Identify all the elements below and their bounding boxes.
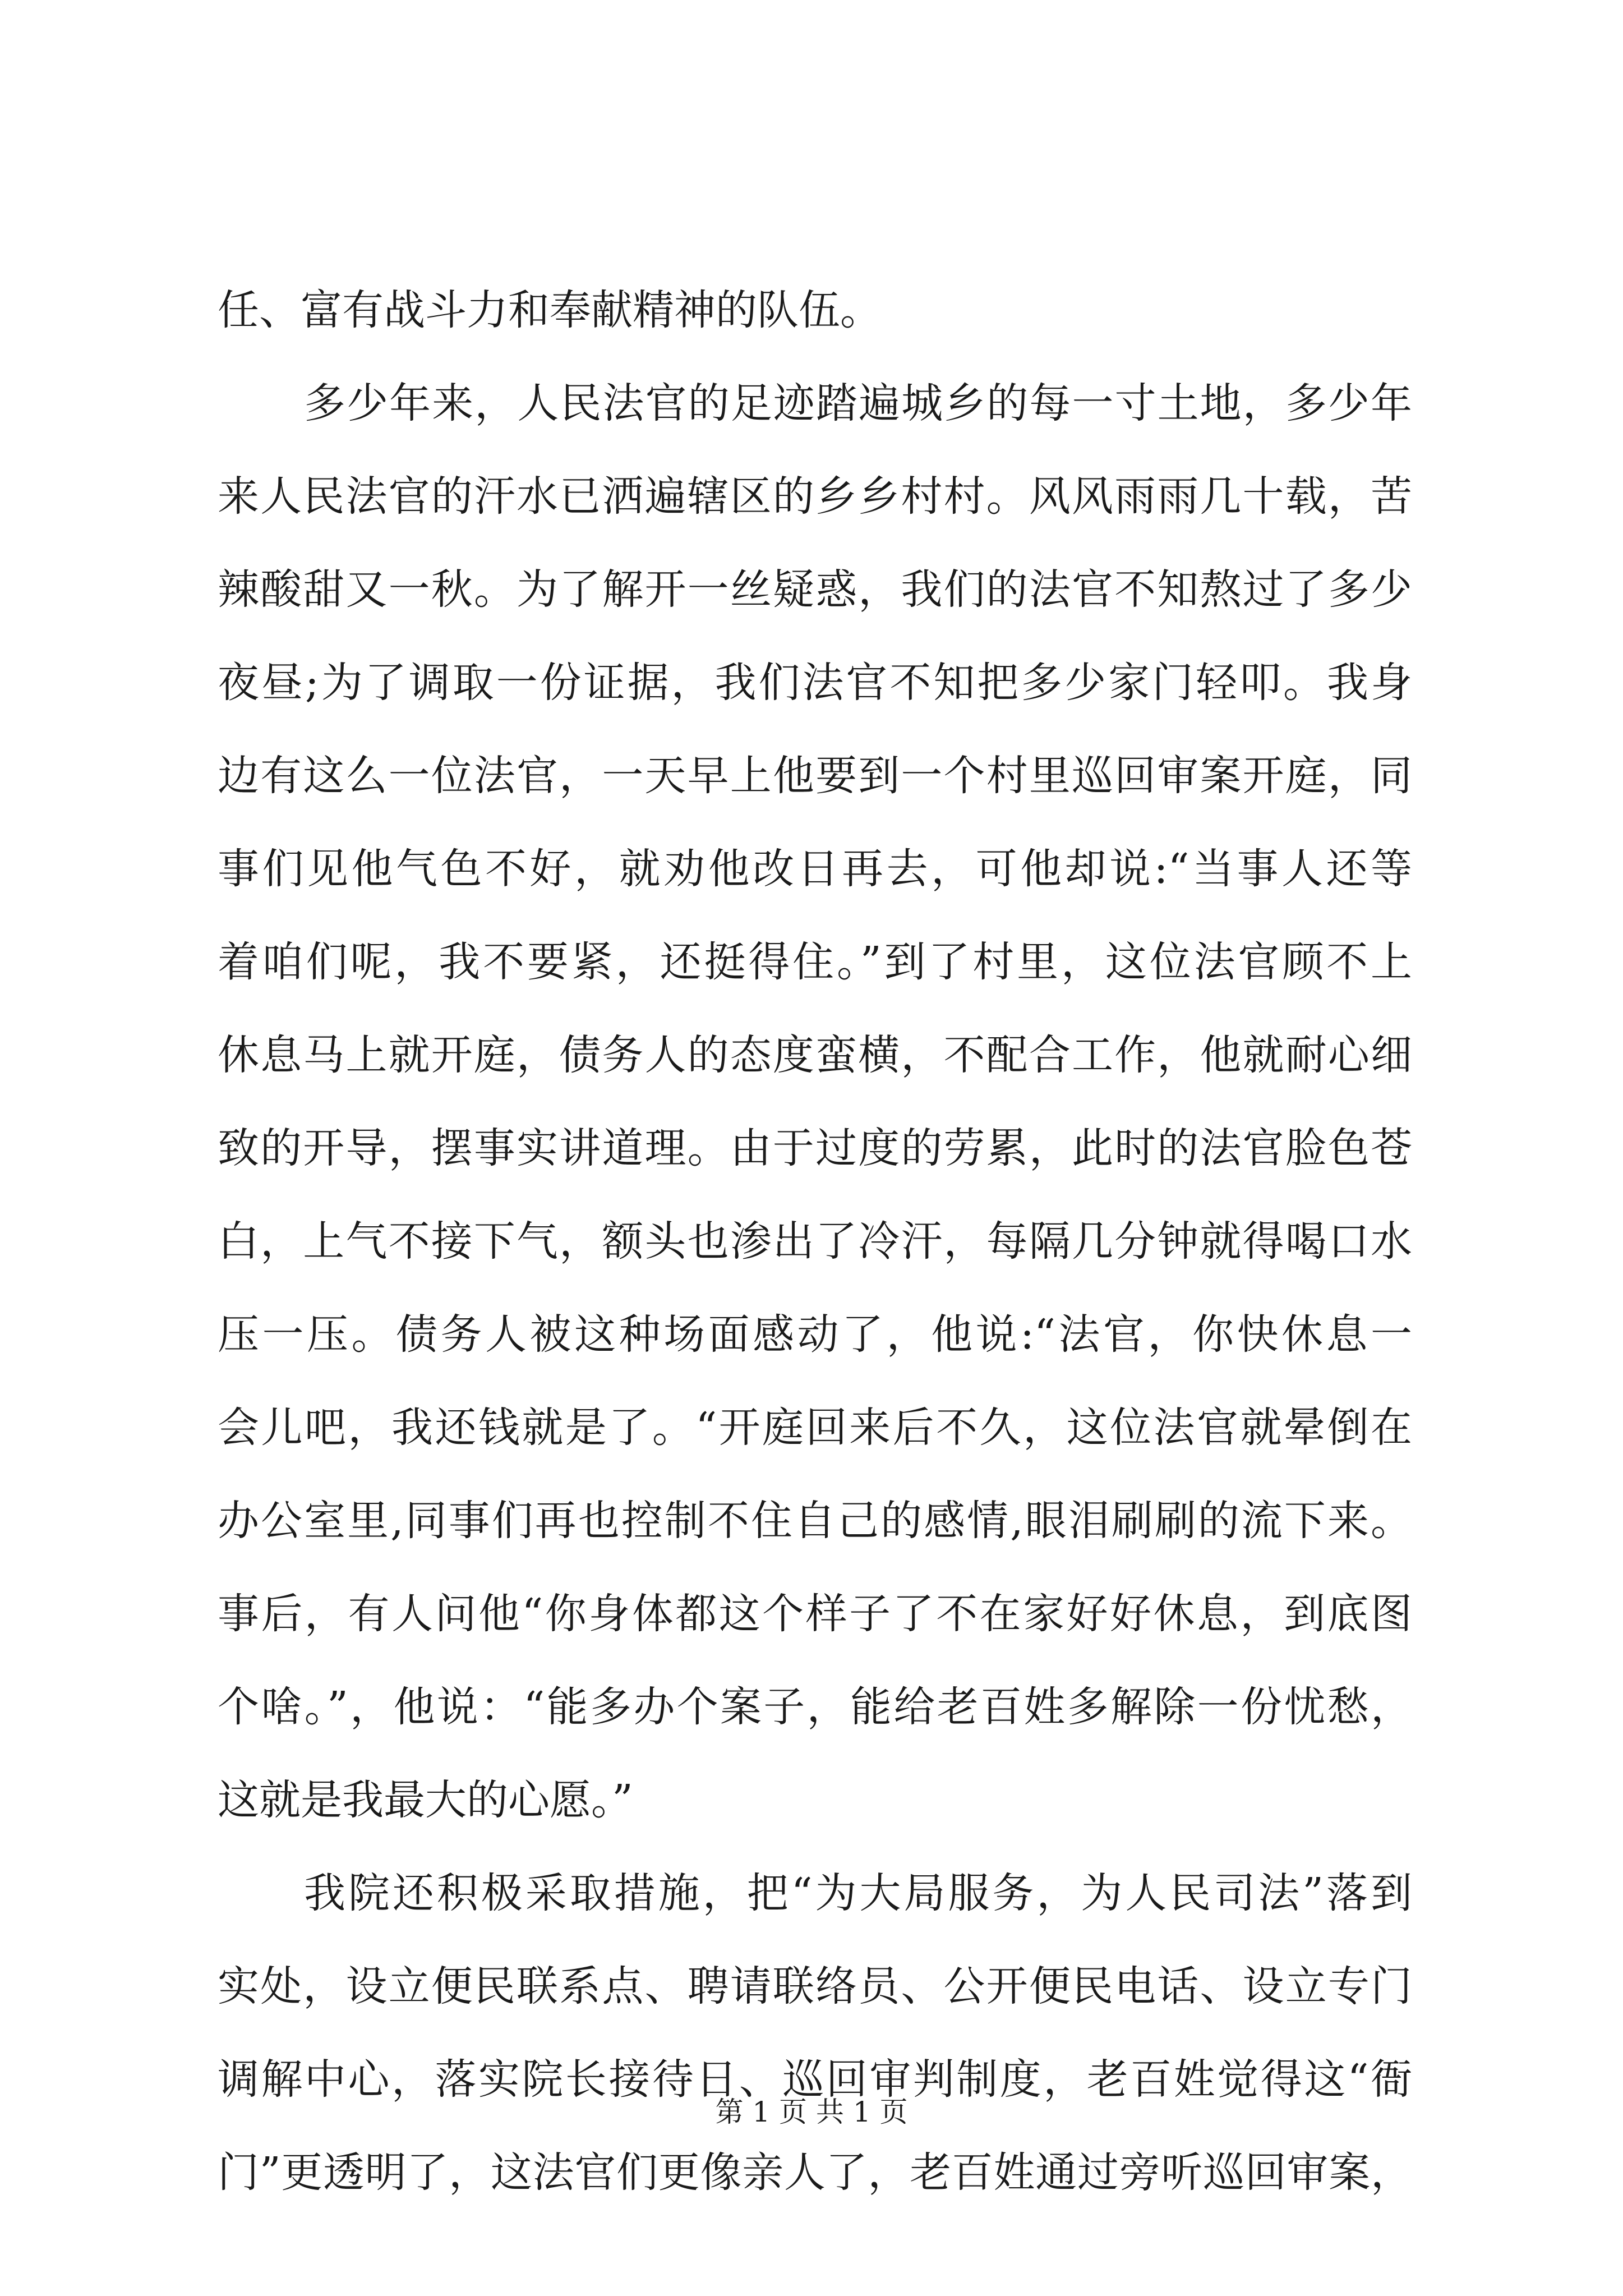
text-line: 调解中心，落实院长接待日、巡回审判制度，老百姓觉得这“衙 [218, 2055, 1412, 2104]
text-line: 致的开导，摆事实讲道理。由于过度的劳累，此时的法官脸色苍 [218, 1124, 1412, 1172]
text-line: 来人民法官的汗水已洒遍辖区的乡乡村村。风风雨雨几十载，苦 [218, 472, 1412, 521]
text-line: 压一压。债务人被这种场面感动了，他说:“法官，你快休息一 [218, 1310, 1412, 1359]
text-line: 边有这么一位法官，一天早上他要到一个村里巡回审案开庭，同 [218, 752, 1412, 800]
text-line: 实处，设立便民联系点、聘请联络员、公开便民电话、设立专门 [218, 1962, 1412, 2010]
page-footer [0, 2095, 1623, 2129]
text-line: 会儿吧，我还钱就是了。“开庭回来后不久，这位法官就晕倒在 [218, 1404, 1412, 1452]
text-line: 事们见他气色不好，就劝他改日再去，可他却说:“当事人还等 [218, 845, 1412, 893]
text-line: 这就是我最大的心愿。” [218, 1776, 633, 1824]
body-text [218, 264, 1412, 2219]
text-line: 任、富有战斗力和奉献精神的队伍。 [218, 286, 882, 334]
text-line: 夜昼;为了调取一份证据，我们法官不知把多少家门轻叩。我身 [218, 659, 1412, 707]
text-line: 事后，有人问他“你身体都这个样子了不在家好好休息，到底图 [218, 1590, 1412, 1638]
text-line: 个啥。”，他说：“能多办个案子，能给老百姓多解除一份忧愁， [218, 1683, 1412, 1731]
text-line: 白，上气不接下气，额头也渗出了冷汗，每隔几分钟就得喝口水 [218, 1217, 1412, 1266]
text-line: 我院还积极采取措施，把“为大局服务，为人民司法”落到 [304, 1869, 1412, 1917]
text-line: 着咱们呢，我不要紧，还挺得住。”到了村里，这位法官顾不上 [218, 938, 1412, 986]
text-line: 辣酸甜又一秋。为了解开一丝疑惑，我们的法官不知熬过了多少 [218, 565, 1412, 614]
text-line: 门”更透明了，这法官们更像亲人了，老百姓通过旁听巡回审案， [218, 2148, 1412, 2197]
page-number-label: 第 1 页 共 1 页 [715, 2096, 908, 2128]
text-line: 多少年来，人民法官的足迹踏遍城乡的每一寸土地，多少年 [304, 379, 1412, 427]
text-line: 办公室里,同事们再也控制不住自己的感情,眼泪刷刷的流下来。 [218, 1497, 1412, 1545]
text-line: 休息马上就开庭，债务人的态度蛮横，不配合工作，他就耐心细 [218, 1031, 1412, 1079]
